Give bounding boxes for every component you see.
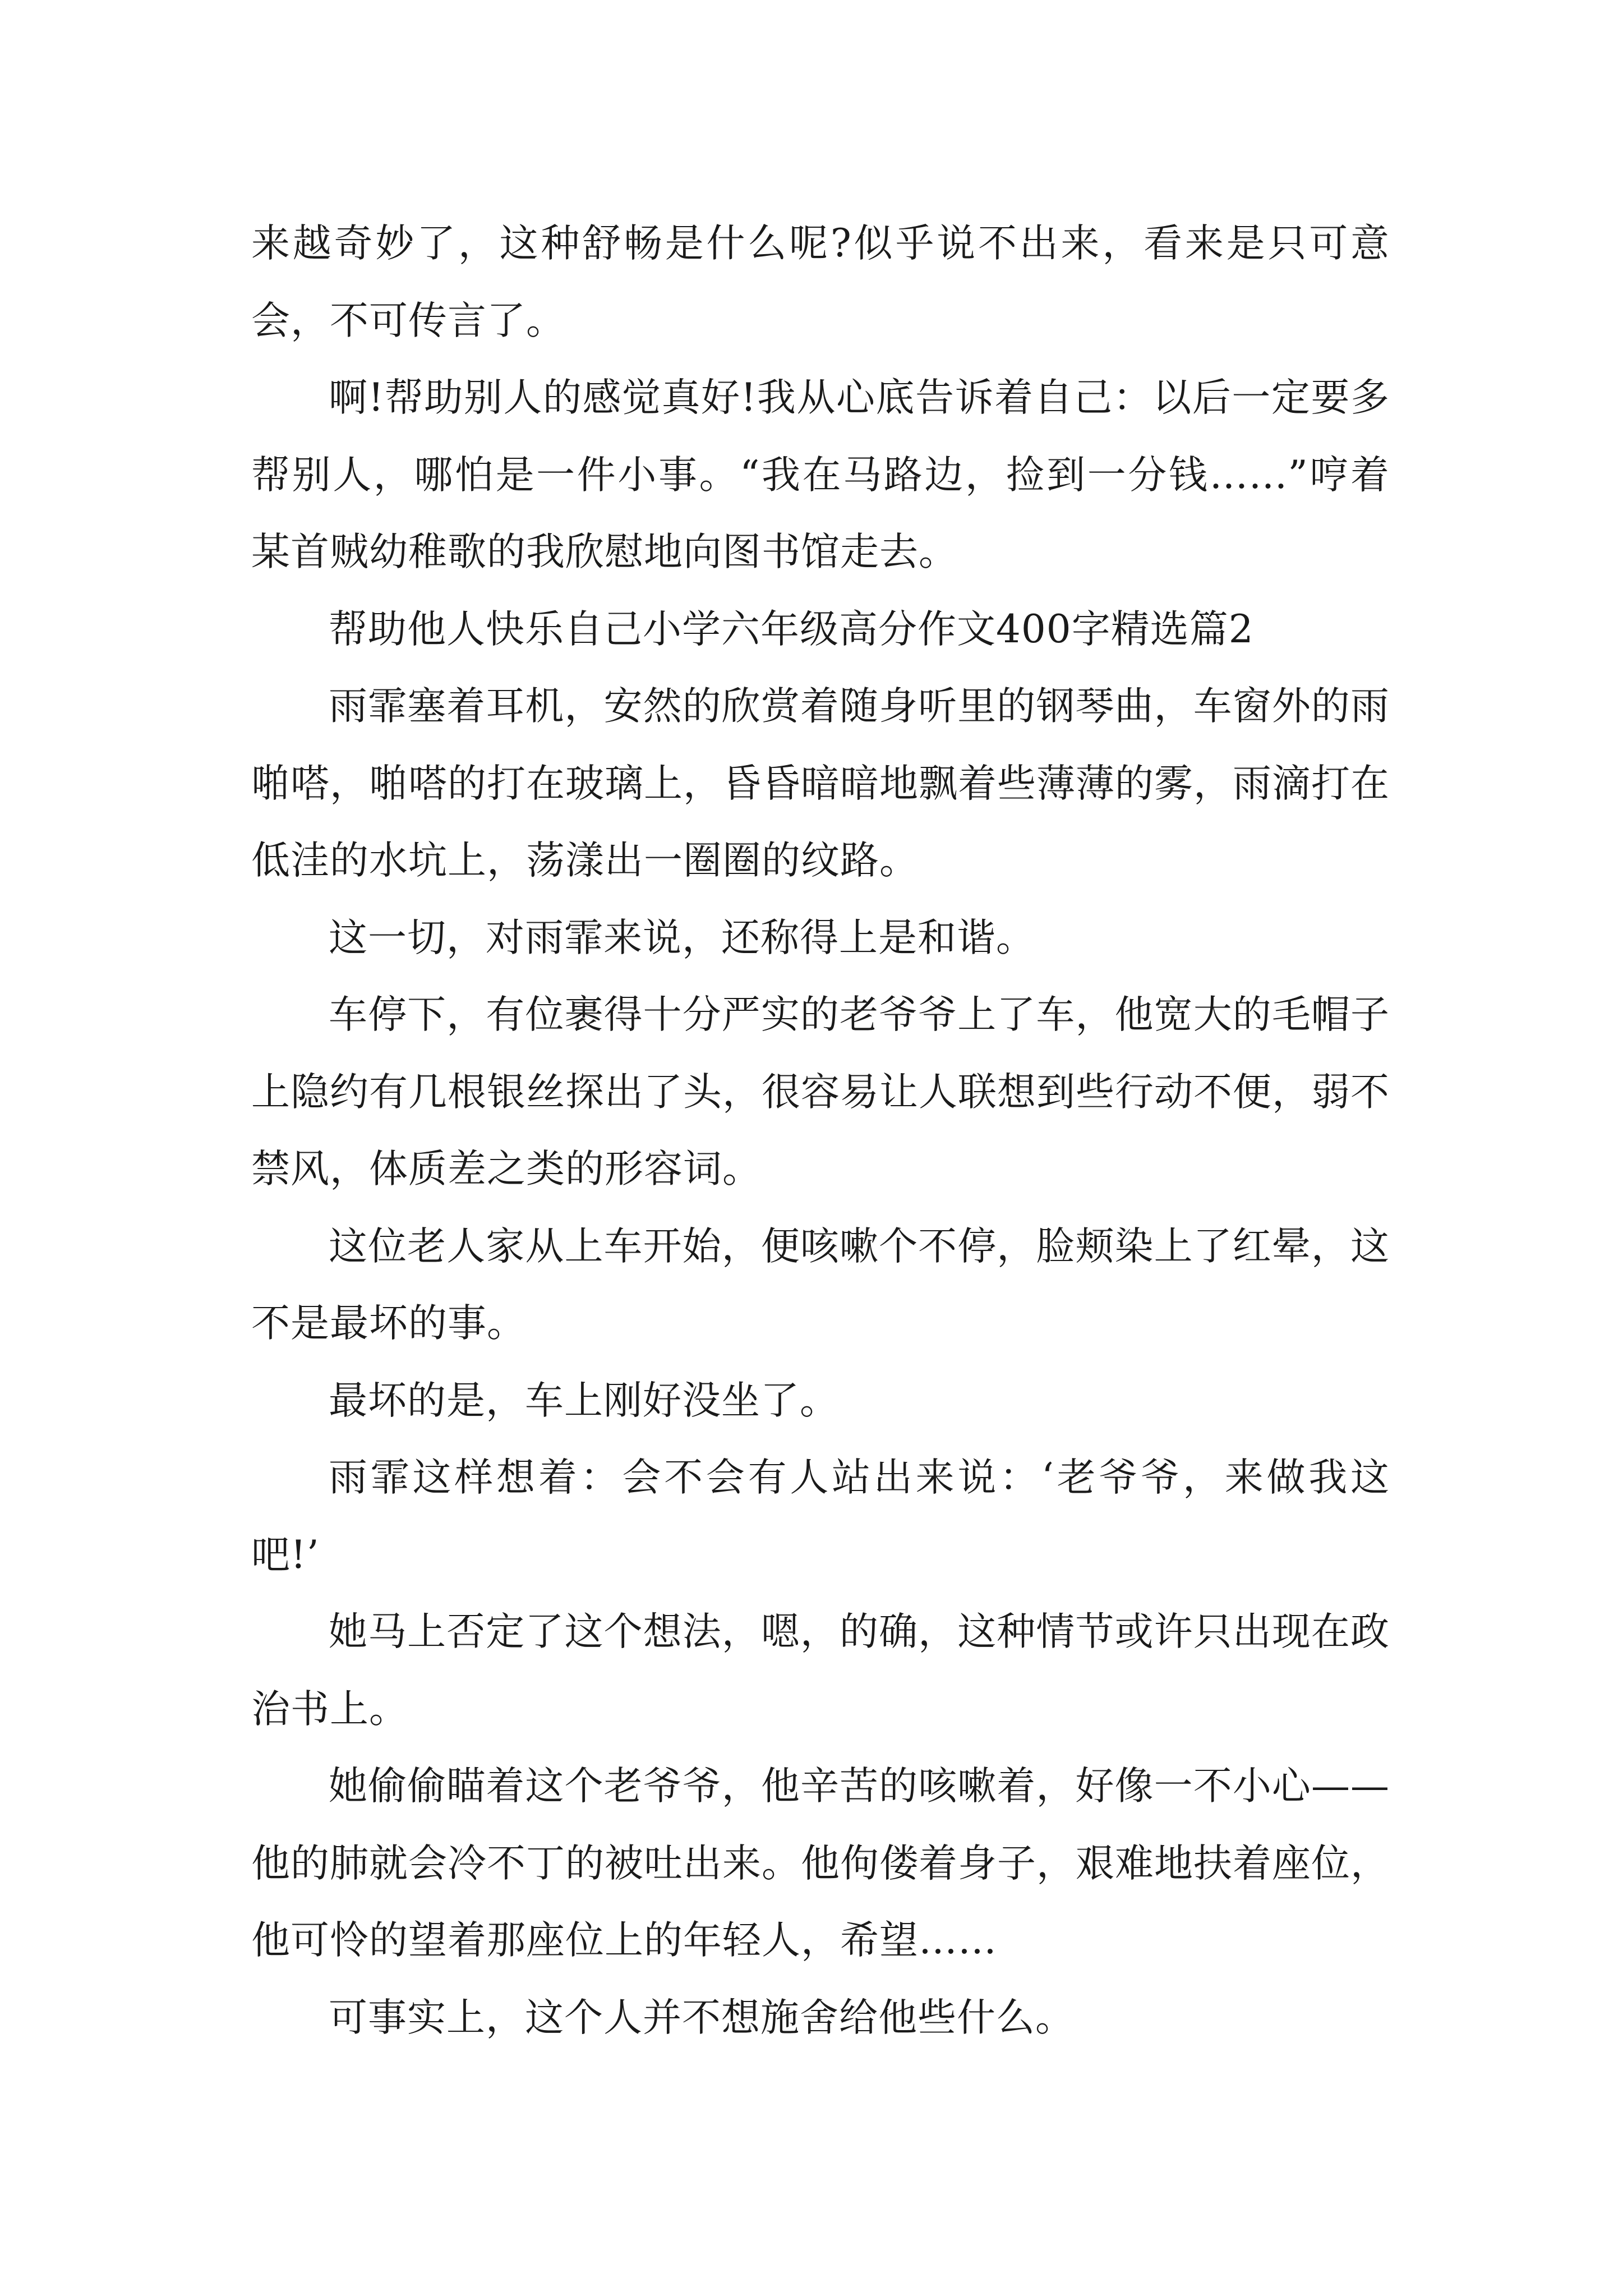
paragraph-10: 她马上否定了这个想法，嗯，的确，这种情节或许只出现在政治书上。: [251, 1609, 1390, 1732]
paragraph-7: 这位老人家从上车开始，便咳嗽个不停，脸颊染上了红晕，这不是最坏的事。: [251, 1223, 1390, 1346]
paragraph-4: 雨霏塞着耳机，安然的欣赏着随身听里的钢琴曲，车窗外的雨啪嗒，啪嗒的打在玻璃上，昏昏暗暗地飘着些薄薄的雾，雨滴打在低洼的水坑上，荡漾出一圈圈的纹路。: [251, 684, 1390, 883]
paragraph-8: 最坏的是，车上刚好没坐了。: [329, 1378, 839, 1423]
paragraph-12: 可事实上，这个人并不想施舍给他些什么。: [329, 1995, 1075, 2040]
paragraph-6: 车停下，有位裹得十分严实的老爷爷上了车，他宽大的毛帽子上隐约有几根银丝探出了头，很容易让人联想到些行动不便，弱不禁风，体质差之类的形容词。: [251, 992, 1390, 1191]
paragraph-5: 这一切，对雨霏来说，还称得上是和谐。: [329, 915, 1035, 960]
paragraph-1: 来越奇妙了，这种舒畅是什么呢?似乎说不出来，看来是只可意会，不可传言了。: [251, 221, 1390, 343]
paragraph-2: 啊!帮助别人的感觉真好!我从心底告诉着自己：以后一定要多帮别人，哪怕是一件小事。“我在马路边，捡到一分钱……”哼着某首贼幼稚歌的我欣慰地向图书馆走去。: [251, 375, 1390, 574]
section-heading: 帮助他人快乐自己小学六年级高分作文400字精选篇2: [329, 606, 1254, 652]
paragraph-11: 她偷偷瞄着这个老爷爷，他辛苦的咳嗽着，好像一不小心——他的肺就会冷不丁的被吐出来。他佝偻着身子，艰难地扶着座位，他可怜的望着那座位上的年轻人，希望……: [251, 1764, 1390, 1963]
document-body: [251, 205, 1390, 2056]
paragraph-9: 雨霏这样想着：会不会有人站出来说：‘老爷爷，来做我这吧!’: [251, 1455, 1390, 1577]
